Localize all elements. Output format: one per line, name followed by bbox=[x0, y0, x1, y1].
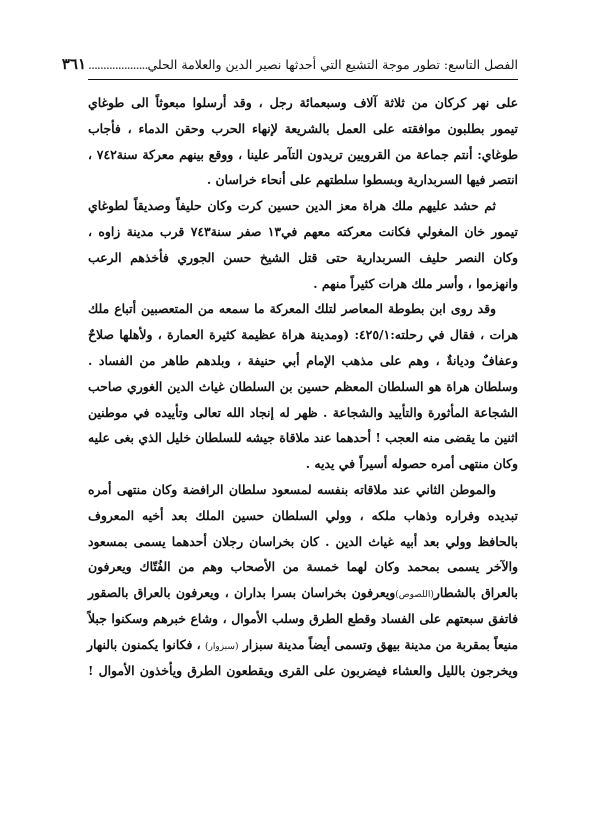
text-line: وكان النصر حليف السربدارية حتى قتل الشيخ حسن الجوري فأخذهم الرعب bbox=[88, 249, 518, 265]
text-segment: ويعرفون بخراسان بسرا بداران ، ويعرفون بالعراق بالصقور bbox=[88, 585, 396, 601]
text-line: وعفافٌ وديانةٌ ، وهم على مذهب الإمام أبي حنيفة ، وبلدهم طاهر من الفساد . bbox=[88, 352, 518, 368]
body-text bbox=[88, 90, 518, 683]
text-segment: ، فكانوا يكمنون بالنهار bbox=[87, 636, 201, 652]
text-line: على نهر كركان من ثلاثة آلاف وسبعمائة رجل ، وقد أرسلوا مبعوثاً الى طوغاي bbox=[88, 95, 518, 110]
text-line: تيمور بطلبون موافقته على العمل بالشريعة لإنهاء الحرب وحقن الدماء ، فأجاب bbox=[88, 120, 518, 136]
text-line: وقد روى ابن بطوطة المعاصر لتلك المعركة ما سمعه من المتعصبين أتباع ملك bbox=[88, 301, 496, 317]
text-line: الشجاعة المأثورة والتأييد والشجاعة . ظهر له إنجاد الله تعالى وتأييده في موطنين bbox=[88, 404, 518, 420]
text-segment: بالعراق بالشطار bbox=[433, 585, 518, 601]
text-line: اثنين ما يقضى منه العجب ! أحدهما عند ملاقاة جيشه للسلطان خليل الذي بغى عليه bbox=[88, 430, 518, 446]
chapter-title: الفصل التاسع: تطور موجة التشيع التي أحدثها نصير الدين والعلامة الحلي bbox=[147, 57, 518, 72]
running-header bbox=[61, 52, 518, 76]
text-line: وسلطان هراة هو السلطان المعظم حسين بن السلطان غياث الدين الغوري صاحب bbox=[88, 378, 518, 394]
text-line: فاتفق سبعتهم على الفساد وقطع الطرق وسلب الأموال ، وشاع خبرهم وسكنوا جبلاً bbox=[88, 610, 518, 626]
text-line: انتصر فيها السربدارية وبسطوا سلطتهم على أنحاء خراسان . bbox=[206, 172, 518, 188]
text-line: والموطن الثاني عند ملاقاته بنفسه لمسعود سلطان الرافضة وكان منتهى أمره bbox=[88, 481, 496, 497]
text-line: طوغاي: أنتم جماعة من القرويين تريدون التآمر علينا ، ووقع بينهم معركة سنة٧٤٢ ، bbox=[88, 146, 518, 162]
text-line bbox=[88, 580, 518, 606]
text-line: وانهزموا ، وأسر ملك هرات كثيراً منهم . bbox=[313, 275, 518, 291]
text-line: تيمور خان المغولي فكانت معركته معهم في١٣ صفر سنة٧٤٣ قرب مدينة زاوه ، bbox=[88, 223, 518, 239]
text-segment: منيعاً بمقربة من مدينة بيهق وتسمى أيضاً مدينة سبزار bbox=[242, 636, 518, 652]
inline-note: (اللصوص) bbox=[395, 590, 434, 601]
page-number: ٣٦١ bbox=[61, 55, 87, 73]
inline-note: (سبزوار) bbox=[205, 641, 239, 652]
text-line: وكان منتهى أمره حصوله أسيراً في يديه . bbox=[305, 456, 518, 472]
text-line: ويخرجون بالليل والعشاء فيضربون على القرى ويقطعون الطرق ويأخذون الأموال ! bbox=[88, 662, 518, 678]
header-leader-dots: .................... bbox=[88, 57, 148, 72]
header-rule bbox=[88, 79, 518, 80]
text-line: ثم حشد عليهم ملك هراة معز الدين حسين كرت وكان حليفاً وصديقاً لطوغاي bbox=[88, 198, 496, 214]
text-line bbox=[88, 632, 518, 658]
text-line: هرات ، فقال في رحلته:٤٢٥/١: (ومدينة هراة عظيمة كثيرة العمارة ، ولأهلها صلاحٌ bbox=[88, 327, 518, 343]
text-line: بالحافظ وولي بعد أبيه غياث الدين . كان بخراسان رجلان أحدهما يسمى بمسعود bbox=[88, 533, 518, 549]
text-line: والآخر يسمى بمحمد وكان لهما خمسة من الأصحاب وهم من الفُتّاك ويعرفون bbox=[88, 559, 518, 575]
text-line: تبديده وفراره وذهاب ملكه ، وولي السلطان حسين الملك بعد أخيه المعروف bbox=[88, 507, 518, 523]
